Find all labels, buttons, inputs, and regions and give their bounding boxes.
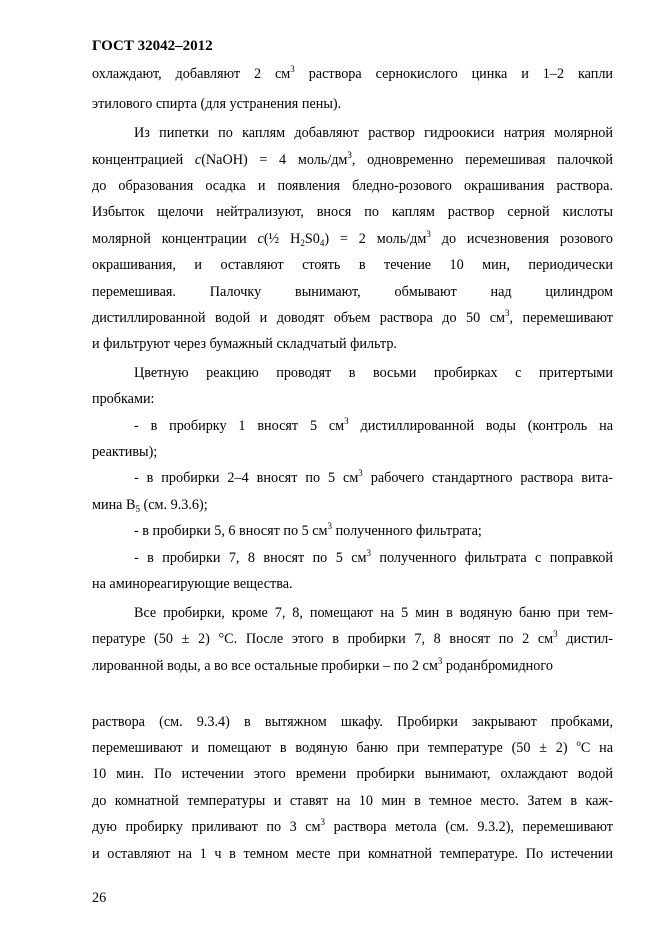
text-line: Избыток щелочи нейтрализуют, внося по каплям раствор серной кислоты xyxy=(92,204,613,220)
text-line: дистиллированной водой и доводят объем раствора до 50 $см^3$, перемешивают xyxy=(92,308,614,326)
list-item: - в пробирки 2–4 вносят по 5 $см^3$ рабочего стандартного раствора вита- xyxy=(134,468,613,486)
text-line: и оставляют на 1 ч в темном месте при комнатной температуре. По истечении xyxy=(92,846,613,862)
list-item: - в пробирки 5, 6 вносят по 5 $см^3$ полученного фильтрата; xyxy=(134,521,482,539)
text-line: реактивы); xyxy=(92,444,158,460)
text-line: молярной концентрации c(½ $H_2S0_4) = 2$ моль/$дм^3$ до исчезновения розового xyxy=(92,229,613,248)
text-line: перемешивая. Палочку вынимают, обмывают над цилиндром xyxy=(92,284,613,300)
text-line: и фильтруют через бумажный складчатый фильтр. xyxy=(92,336,397,352)
list-item: - в пробирку 1 вносят 5 $см^3$ дистиллированной воды (контроль на xyxy=(134,416,613,434)
text-line: концентрацией c(NaOH) = 4 моль/$дм^3$, одновременно перемешивая палочкой xyxy=(92,150,613,168)
paragraph-start: Цветную реакцию проводят в восьми пробирках с притертыми xyxy=(134,365,613,381)
text-line: 10 мин. По истечении этого времени пробирки вынимают, охлаждают водой xyxy=(92,766,613,782)
text-line: дую пробирку приливают по 3 $см^3$ раствора метола (см. 9.3.2), перемешивают xyxy=(92,817,614,835)
text-line: окрашивания, и оставляют стоять в течение 10 мин, периодически xyxy=(92,257,613,273)
text-line: раствора (см. 9.3.4) в вытяжном шкафу. Пробирки закрывают пробками, xyxy=(92,714,613,730)
paragraph-start: Из пипетки по каплям добавляют раствор гидроокиси натрия молярной xyxy=(134,125,613,141)
text-line: до образования осадка и появления бледно-розового окрашивания раствора. xyxy=(92,178,613,194)
text-line: лированной воды, а во все остальные пробирки – по 2 $см^3$ роданбромидного xyxy=(92,656,553,674)
list-item: - в пробирки 7, 8 вносят по 5 $см^3$ полученного фильтрата с поправкой xyxy=(134,548,613,566)
text-line: пературе (50 ± 2) °С. После этого в пробирки 7, 8 вносят по 2 $см^3$ дистил- xyxy=(92,629,613,647)
text-line: на аминореагирующие вещества. xyxy=(92,576,293,592)
text-line: перемешивают и помещают в водяную баню при температуре (50 ± 2) $^о$С на xyxy=(92,738,614,756)
text-line: до комнатной температуры и ставят на 10 мин в темное место. Затем в каж- xyxy=(92,793,613,809)
text-line: охлаждают, добавляют 2 $см^3$ раствора сернокислого цинка и 1–2 капли xyxy=(92,64,614,82)
text-line: мина $B_5$ (см. 9.3.6); xyxy=(92,497,208,514)
text-line: этилового спирта (для устранения пены). xyxy=(92,96,342,112)
paragraph-start: Все пробирки, кроме 7, 8, помещают на 5 мин в водяную баню при тем- xyxy=(134,605,613,621)
page-number: 26 xyxy=(92,890,107,906)
text-line: пробками: xyxy=(92,391,155,407)
document-header: ГОСТ 32042–2012 xyxy=(92,38,213,54)
